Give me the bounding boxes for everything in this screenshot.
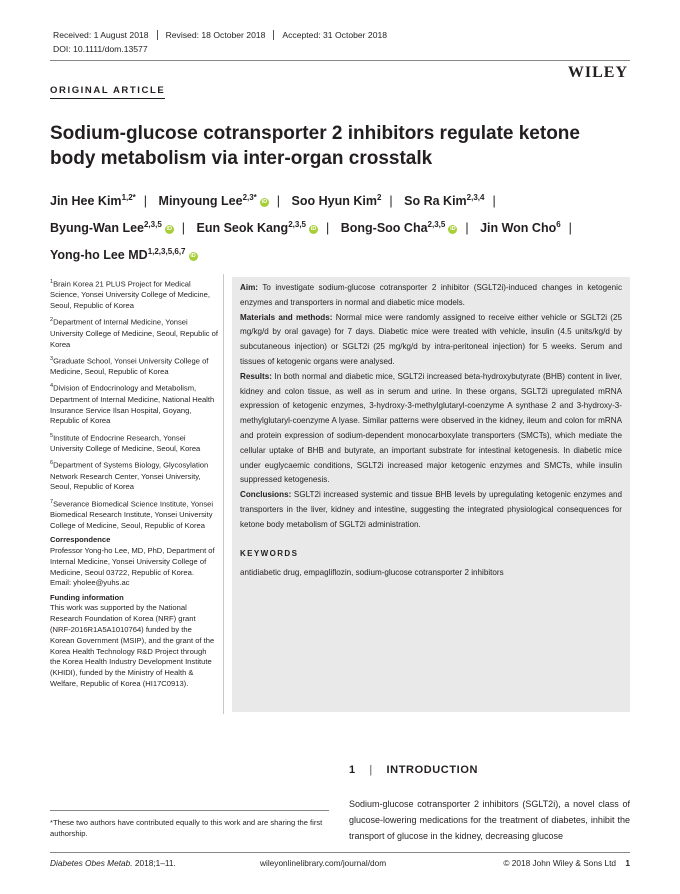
author[interactable]: Jin Hee Kim$^{1,2*}$: [50, 193, 136, 209]
funding-text: This work was supported by the National Research Foundation of Korea (NRF) grant (NRF-2016R1A5A1010764) funded by the Korean Government (MSIP), and the grant of the Korea Health Technology R&D Project through the Korea Health Industry Development Institute (KHIDI), funded by the Ministry of Health & Welfare, Republic of Korea (HI17C0913).: [50, 603, 215, 689]
author[interactable]: Byung-Wan Lee$^{2,3,5}$iD: [50, 220, 173, 236]
section-divider: |: [369, 764, 373, 776]
accepted-date: Accepted: 31 October 2018: [282, 30, 388, 40]
author[interactable]: Minyoung Lee$^{2,3*}$iD: [158, 193, 268, 209]
footnote-divider: [50, 810, 329, 811]
author[interactable]: So Ra Kim$^{2,3,4}$: [404, 193, 485, 209]
correspondence-heading: Correspondence: [50, 535, 111, 545]
orcid-icon[interactable]: iD: [166, 226, 173, 233]
affiliation: $^3$Graduate School, Yonsei University College of Medicine, Seoul, Republic of Korea: [50, 355, 209, 377]
article-dates: [53, 30, 403, 40]
author[interactable]: Bong-Soo Cha$^{2,3,5}$iD: [340, 220, 456, 236]
affiliation: $^4$Division of Endocrinology and Metabolism, Department of Internal Medicine, National Health Insurance Service Ilsan Hospital, Goyang, Republic of Korea: [50, 383, 215, 426]
affiliation: $^5$Institute of Endocrine Research, Yonsei University College of Medicine, Seoul, Korea: [50, 432, 201, 454]
orcid-icon[interactable]: iD: [450, 226, 456, 233]
affiliation: $^1$Brain Korea 21 PLUS Project for Medical Science, Yonsei University College of Medicine, Seoul, Republic of Korea: [50, 279, 210, 311]
footnote: *These two authors have contributed equally to this work and are sharing the first authorship.: [50, 818, 323, 838]
funding: [50, 593, 218, 690]
keywords: antidiabetic drug, empagliflozin, sodium-glucose cotransporter 2 inhibitors: [240, 568, 504, 578]
column-divider: [223, 274, 224, 714]
introduction-text: Sodium-glucose cotransporter 2 inhibitors (SGLT2i), a novel class of glucose-lowering medications for the treatment of diabetes, inhibit the transport of glucose in the kidney, decreasing glucose: [349, 799, 630, 842]
funding-heading: Funding information: [50, 592, 124, 602]
abstract-aim: Aim: To investigate sodium-glucose cotransporter 2 inhibitor (SGLT2i)-induced changes in ketogenic enzymes and transporters in normal and diabetic mice models.: [240, 283, 622, 307]
author-list: Jin Hee Kim$^{1,2*}$ | Minyoung Lee$^{2,3*}$iD | Soo Hyun Kim$^2$ | So Ra Kim$^{2,3,4}$ | Byung-Wan Lee$^{2,3,5}$iD | Eun Seok Kang$^{2,3,5}$iD | Bong-Soo Cha$^{2,3,5}$iD | Jin Won Cho$^6$ | Yong-ho Lee MD$^{1,2,3,5,6,7}$iD: [50, 193, 572, 263]
affiliation: $^7$Severance Biomedical Science Institute, Yonsei Biomedical Research Institute, Yonsei University College of Medicine, Seoul, Republic of Korea: [50, 498, 214, 530]
author[interactable]: Jin Won Cho$^6$: [480, 220, 561, 236]
article-type: ORIGINAL ARTICLE: [50, 85, 165, 99]
page-number: 1: [625, 858, 630, 868]
correspondence-text: Professor Yong-ho Lee, MD, PhD, Department of Internal Medicine, Yonsei University College of Medicine, Seoul 03722, Republic of Korea.: [50, 545, 215, 577]
orcid-icon[interactable]: iD: [310, 226, 317, 233]
footer-citation: Diabetes Obes Metab. 2018;1–11.: [50, 858, 176, 868]
header-divider: [50, 60, 630, 61]
section-heading: [349, 764, 478, 776]
orcid-icon[interactable]: iD: [190, 253, 196, 260]
article-title: Sodium-glucose cotransporter 2 inhibitors regulate ketone body metabolism via inter-organ crosstalk: [50, 123, 580, 169]
orcid-icon[interactable]: iD: [261, 199, 268, 206]
revised-date: Revised: 18 October 2018: [166, 30, 275, 40]
affiliation: $^2$Department of Internal Medicine, Yonsei University College of Medicine, Seoul, Republic of Korea: [50, 317, 218, 349]
footer-copyright: © 2018 John Wiley & Sons Ltd: [503, 858, 616, 868]
received-date: Received: 1 August 2018: [53, 30, 158, 40]
footer-url[interactable]: wileyonlinelibrary.com/journal/dom: [260, 858, 387, 868]
author[interactable]: Yong-ho Lee MD$^{1,2,3,5,6,7}$iD: [50, 247, 196, 263]
abstract-results: Results: In both normal and diabetic mice, SGLT2i increased beta-hydroxybutyrate (BHB) content in liver, kidney and colon tissue, as well as in serum and urine. In these organs, SGLT2i upregulated mRNA expression of ketogenic enzymes, 3-hydroxy-3-methylglutaryl-coenzyme A synthase 2 and 3-hydroxy-3-methylglutaryl-coenzyme A lyase. Similar patterns were observed in the kidney, ileum and colon for mRNA and protein expression of sodium-dependent monocarboxylate transporters (SMCTs), which mediate the cellular uptake of BHB and butyrate, an important substrate for intestinal ketogenesis. In diabetic mice under euglycaemic conditions, SGLT2i increased major ketogenic enzymes and SMCTs, while insulin suppressed ketogenesis.: [240, 371, 622, 485]
footer-divider: [50, 852, 630, 853]
section-number: 1: [349, 764, 356, 776]
author[interactable]: Soo Hyun Kim$^2$: [291, 193, 382, 209]
section-title: INTRODUCTION: [386, 764, 479, 776]
abstract-methods: Materials and methods: Normal mice were randomly assigned to receive either vehicle or SGLT2i (25 mg/kg/d by oral gavage) for 7 days. Diabetic mice were treated with vehicle, insulin (4.5 units/kg/d by subcutaneous injection) or SGLT2i (25 mg/kg/d by intra-peritoneal injection) for 5 weeks. Serum and tissues of ketogenic organs were analysed.: [240, 312, 623, 366]
correspondence: [50, 535, 218, 589]
doi[interactable]: DOI: 10.1111/dom.13577: [53, 44, 148, 54]
correspondence-email[interactable]: Email: yholee@yuhs.ac: [50, 578, 130, 588]
abstract-box: [232, 277, 630, 712]
publisher-logo: WILEY: [567, 64, 628, 81]
affiliation: $^6$Department of Systems Biology, Glycosylation Network Research Center, Yonsei University, Seoul, Republic of Korea: [50, 460, 209, 492]
author[interactable]: Eun Seok Kang$^{2,3,5}$iD: [196, 220, 317, 236]
keywords-heading: KEYWORDS: [240, 548, 299, 558]
abstract-conclusions: Conclusions: SGLT2i increased systemic and tissue BHB levels by upregulating ketogenic enzymes and transporters in the liver, kidney and intestine, suggesting the integrated physiological consequences for ketone body metabolism of SGLT2i administration.: [240, 490, 623, 529]
affiliations-column: [50, 277, 218, 693]
